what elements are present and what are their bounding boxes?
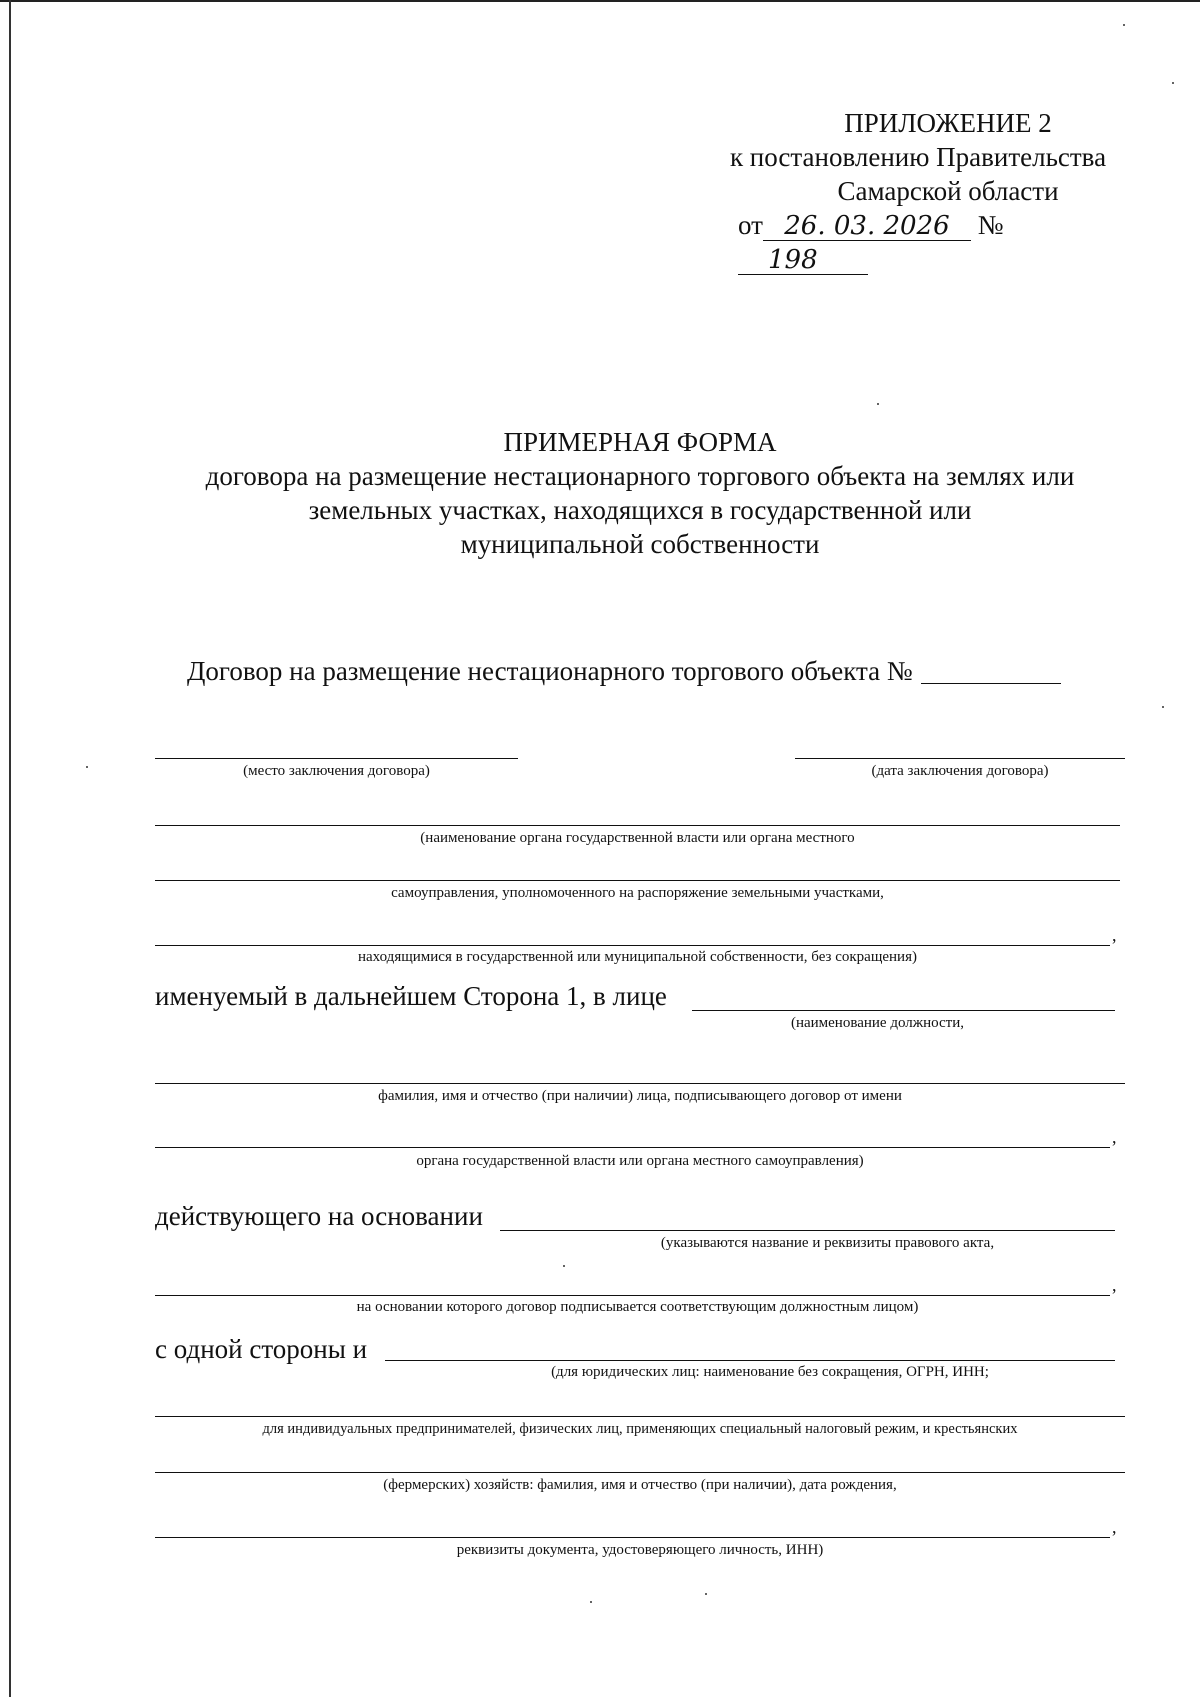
handwritten-date: 26. 03. 2026 [763,212,971,241]
date-caption: (дата заключения договора) [871,763,1049,779]
contract-title-text: Договор на размещение нестационарного торгового объекта № [187,656,913,686]
basis-caption-2: на основании которого договор подписывается соответствующим должностным лицом) [356,1299,919,1315]
other-blank-line-3[interactable] [155,1472,1125,1473]
signer-caption-1: фамилия, имя и отчество (при наличии) лица, подписывающего договор от имени [378,1088,902,1104]
scan-speck [877,403,879,405]
basis-blank-line-2[interactable] [155,1295,1110,1296]
other-comma: , [1112,1517,1117,1537]
position-caption: (наименование должности, [790,1015,965,1031]
date-blank-line[interactable] [795,758,1125,759]
appendix-date-line [708,208,1128,276]
other-blank-line-2[interactable] [155,1416,1125,1417]
scan-speck [86,766,88,768]
scan-edge-left [9,0,11,1697]
signer-caption-2: органа государственной власти или органа местного самоуправления) [416,1153,864,1169]
number-prefix: № [977,210,1004,240]
other-caption-3: (фермерских) хозяйств: фамилия, имя и отчество (при наличии), дата рождения, [383,1477,897,1493]
scan-edge-top [0,0,1200,2]
org-blank-line-3[interactable] [155,945,1110,946]
date-prefix: от [738,210,763,240]
scan-speck [1172,82,1174,84]
other-caption-4: реквизиты документа, удостоверяющего личность, ИНН) [456,1542,824,1558]
appendix-header [708,106,1128,276]
form-title [160,425,1120,561]
scan-speck [1123,24,1125,26]
appendix-resolution: к постановлению Правительства [729,142,1107,172]
scan-speck [1162,706,1164,708]
contract-title [187,654,1061,688]
org-caption-1: (наименование органа государственной власти или органа местного [420,830,855,846]
party1-text: именуемый в дальнейшем Сторона 1, в лице [155,981,667,1011]
appendix-title: ПРИЛОЖЕНИЕ 2 [844,108,1052,138]
org-caption-2: самоуправления, уполномоченного на распоряжение земельными участками, [391,885,884,901]
other-blank-line-4[interactable] [155,1537,1110,1538]
basis-caption-1: (указываются название и реквизиты правового акта, [660,1235,995,1251]
form-title-line-1: договора на размещение нестационарного торгового объекта на землях или [205,461,1075,491]
contract-number-blank[interactable] [921,657,1061,684]
signer-blank-line-1[interactable] [155,1083,1125,1084]
handwritten-number: 198 [738,246,868,275]
basis-blank-line[interactable] [500,1230,1115,1231]
place-blank-line[interactable] [155,758,518,759]
other-caption-2: для индивидуальных предпринимателей, физических лиц, применяющих специальный налоговый режим, и крестьянских [262,1421,1018,1437]
scan-speck [705,1593,707,1595]
signer-comma: , [1112,1127,1117,1147]
scan-speck [590,1601,592,1603]
place-caption: (место заключения договора) [243,763,430,779]
other-party-text: с одной стороны и [155,1334,368,1364]
form-title-line-2: земельных участках, находящихся в государственной или [308,495,972,525]
other-blank-line-1[interactable] [385,1360,1115,1361]
basis-comma: , [1112,1275,1117,1295]
form-title-line-3: муниципальной собственности [460,529,820,559]
org-caption-3: находящимися в государственной или муниципальной собственности, без сокращения) [358,949,917,965]
org-blank-line-1[interactable] [155,825,1120,826]
other-caption-1: (для юридических лиц: наименование без сокращения, ОГРН, ИНН; [551,1364,989,1380]
position-blank-line[interactable] [692,1010,1115,1011]
basis-text: действующего на основании [155,1201,483,1231]
org-comma: , [1112,925,1117,945]
appendix-region: Самарской области [837,176,1059,206]
form-heading: ПРИМЕРНАЯ ФОРМА [503,427,777,457]
signer-blank-line-2[interactable] [155,1147,1110,1148]
scan-speck [563,1265,565,1267]
org-blank-line-2[interactable] [155,880,1120,881]
